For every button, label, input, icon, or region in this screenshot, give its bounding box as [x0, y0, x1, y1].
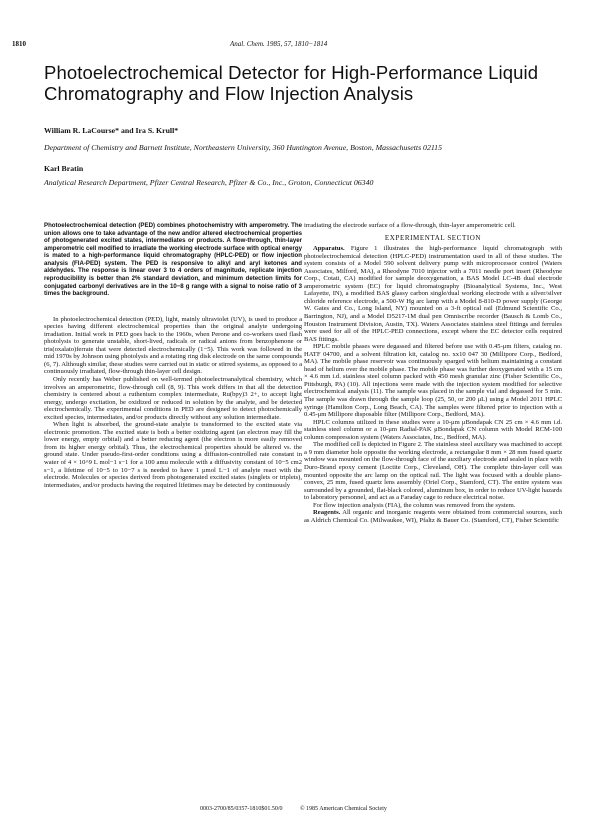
journal-citation: Anal. Chem. 1985, 57, 1810−1814: [230, 40, 328, 48]
author-names-2: Karl Bratin: [44, 164, 84, 173]
intro-paragraph: Only recently has Weber published on well-termed photoelectroanalytical chemistry, which involves an amperometric, flow-through cell (8, 9). This work differs in that all the detection chemistry is centered about a ruthenium complex intermediate, Ru(bpy)3 2+, to accept light energy, undergo excitation, be oxidized or reduced in solution by the analyte, and be detected electrochemically. The experimental conditions in PED are designed to detect photochemically excited species, intermediates, and/or products directly without any solution intermediate.: [44, 376, 302, 421]
page-footer: [0, 806, 600, 816]
reagents-text: All organic and inorganic reagents were obtained from commercial sources, such as Aldrich Chemical Co. (Milwaukee, WI), Pfaltz & Bauer Co. (Stamford, CT), Fisher Scientific: [304, 509, 562, 524]
columns-paragraph: HPLC columns utilized in these studies were a 10-μm μBondapak CN 25 cm × 4.6 mm i.d. stainless steel column or a 10-μm Radial-PAK μBondapak CN column with Model RCM-100 column compression system (Waters Associates, Inc., Bedford, MA).: [304, 418, 562, 441]
running-header: [12, 40, 588, 52]
apparatus-paragraph: [304, 245, 562, 343]
author-block: [44, 126, 564, 188]
affiliation-1: Department of Chemistry and Barnett Institute, Northeastern University, 360 Huntington Avenue, Boston, Massachusetts 02115: [44, 143, 442, 152]
reagents-label: Reagents.: [313, 509, 341, 517]
abstract: Photoelectrochemical detection (PED) combines photochemistry with amperometry. The union allows one to take advantage of the new and/or altered electrochemical properties of photogenerated excited states, intermediates or products. A flow-through, thin-layer amperometric cell modified to irradiate the working electrode surface with optical energy is mated to a high-performance liquid chromatography (HPLC-PED) or flow injection analysis (FIA-PED) system. The PED is responsive to alkyl and aryl ketones and aldehydes. The response is linear over 3 to 4 orders of magnitude, replicate injection reproducibility is better than 2% standard deviation, and minimum detection limits for conjugated carbonyl derivatives are in the 10−8 g range with a signal to noise ratio of 3 times the background.: [44, 222, 302, 298]
left-column: [44, 222, 302, 489]
reagents-paragraph: [304, 509, 562, 524]
intro-paragraph: When light is absorbed, the ground-state analyte is transformed to the excited state via electronic promotion. The excited state is both a better oxidizing agent (an electron may fill the lower energy, empty orbital) and a better reducing agent (the electron is more easily removed from its higher energy orbital). Thus, the electrochemical properties should be altered vs. the ground state. Under pseudo-first-order conditions using a diffusion-controlled rate constant in water of 4 × 10^9 L mol−1 s−1 for a 100 amu molecule with a diffusivity constant of 10−5 cm2 s−1, a lifetime of 10−5 to 10−7 s is needed to have 1 μmol L−1 of analyte react with the electrode. Molecules or species derived from photogenerated excited states (singlets or triplets), intermediates, and/or products having the required lifetimes may be detected by continuously: [44, 421, 302, 489]
apparatus-text: Figure 1 illustrates the high-performance liquid chromatograph with photoelectrochemical detection (HPLC-PED) instrumentation used in all of these studies. The system consists of a Model 590 solvent delivery pump with microprocessor control (Waters Associates, Milford, MA), a Rheodyne 7010 injector with a 7011 needle port insert (Rheodyne Corp., Cotati, CA) modified for sample deoxygenation, a BAS Model LC-4B dual electrode amperometric system (EC) for liquid chromatography (Bioanalytical Systems, Inc., West Lafayette, IN), a modified BAS glassy carbon single/dual working electrode with a silver/silver chloride reference electrode, a 500-W Hg arc lamp with a Model 8-810-D power supply (George W. Gates and Co., Long Island, NY) mounted on a 3-ft optical rail (Edmund Scientific Co., Barrington, NJ), and a Model D5217-1M dual pen Omniscribe recorder (Bausch & Lomb Co., Houston Instrument Division, Austin, TX). Waters Associates stainless steel fittings and ferrules were used for all of the HPLC-PED connections, except where the EC detector cells required BAS fittings.: [304, 245, 562, 343]
page-number: 1810: [12, 40, 26, 48]
copyright-notice: © 1985 American Chemical Society: [300, 806, 387, 812]
affiliation-2: Analytical Research Department, Pfizer Central Research, Pfizer & Co., Inc., Groton, Connecticut 06340: [44, 178, 374, 187]
author-names-1: William R. LaCourse* and Ira S. Krull*: [44, 126, 179, 135]
mobile-phase-paragraph: HPLC mobile phases were degassed and filtered before use with 0.45-μm filters, catalog no. HATF 04700, and a solvent filtration kit, catalog no. xx10 047 30 (Millipore Corp., Bedford, MA). The mobile phase reservoir was continuously sparged with helium maintaining a constant head of helium over the mobile phase. The mobile phase was further deoxygenated with a 15 cm × 4.6 mm i.d. stainless steel column packed with 450 mesh granular zinc (Fisher Scientific Co., Pittsburgh, PA) (10). All injections were made with the injection system modified for selective electrochemical analysis (11). The sample was placed in the sample vial and degassed for 5 min. The sample was drawn through the sample loop (25, 50, or 200 μL) using a Model 2011 HPLC syringe (Hamilton Corp., Long Beach, CA). The samples were filtered prior to injection with a 0.45-μm Millipore disposable filter (Millipore Corp., Bedford, MA).: [304, 343, 562, 419]
intro-paragraph: In photoelectrochemical detection (PED), light, mainly ultraviolet (UV), is used to produce a species having different electrochemical properties than the original analyte undergoing irradiation. Initial work in PED goes back to the 1960s, when Perone and co-workers used flash photolysis to generate unstable, short-lived, radicals or radical anions from benzophenone or tris(oxalato)ferrate that were detected electrochemically (1−5). This work was followed in the mid 1970s by Johnson using photolysis and a rotating ring disk electrode on the same compounds (6, 7). Although similar, these studies were carried out in static or stirred systems, as opposed to a continuously irradiated, flow-through thin-layer cell design.: [44, 315, 302, 376]
right-column: [304, 222, 562, 524]
article-code: 0003-2700/85/0357-1810$01.50/0: [200, 806, 283, 812]
apparatus-label: Apparatus.: [313, 245, 345, 253]
cell-paragraph: The modified cell is depicted in Figure 2. The stainless steel auxiliary was machined to accept a 9 mm diameter hole opposite the working electrode, a rectangular 8 mm × 28 mm fused quartz window was mounted on the flow-through face of the auxiliary electrode and sealed in place with Duro-Brand epoxy cement (Loctite Corp., Cleveland, OH). The complete thin-layer cell was mounted opposite the arc lamp on the optical rail. The light was focused with a double plano-convex, 25 mm, fused quartz lens assembly (Oriel Corp., Stamford, CT). The entire system was surrounded by a grounded, flat-black colored, aluminum box, in order to reduce UV-light hazards to laboratory personnel, and act as a Faraday cage to reduce electrical noise.: [304, 441, 562, 502]
section-heading: EXPERIMENTAL SECTION: [384, 233, 482, 242]
fia-paragraph: For flow injection analysis (FIA), the column was removed from the system.: [313, 501, 516, 509]
intro-continuation: irradiating the electrode surface of a flow-through, thin-layer amperometric cell.: [304, 222, 516, 229]
article-title: Photoelectrochemical Detector for High-Performance Liquid Chromatography and Flow Injection Analysis: [44, 62, 539, 104]
